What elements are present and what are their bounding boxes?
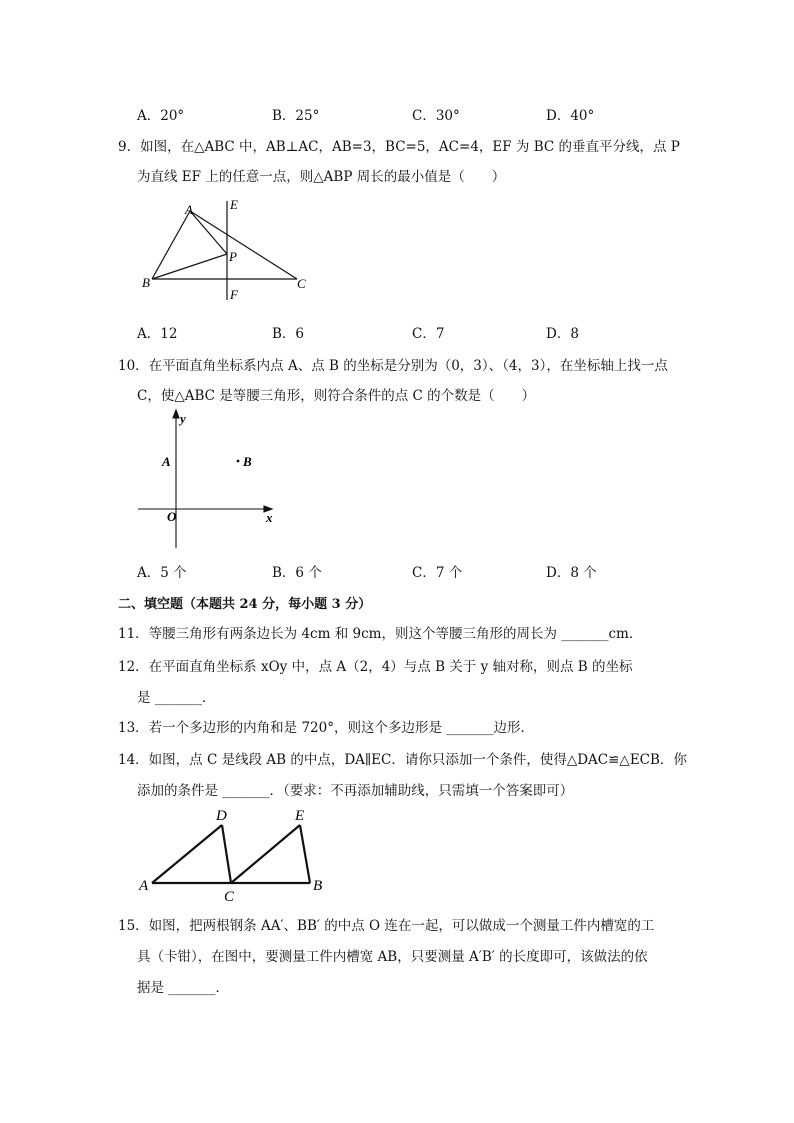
q10-label-a: A	[162, 454, 171, 469]
q14-text-line1: 14．如图，点 C 是线段 AB 的中点，DA∥EC．请你只添加一个条件，使得△DAC≌△ECB．你	[118, 752, 687, 768]
q9-segment-ap	[190, 211, 227, 254]
q9-label-p: P	[229, 249, 237, 264]
q8-option-c[interactable]: C．30°	[412, 108, 460, 124]
q10-option-a[interactable]: A．5 个	[137, 565, 187, 581]
q14-segment-ad	[152, 825, 222, 883]
q9-label-a: A	[185, 202, 193, 217]
q9-figure	[130, 195, 320, 305]
q9-option-c[interactable]: C．7	[412, 326, 445, 342]
q8-option-b[interactable]: B．25°	[272, 108, 320, 124]
q14-label-e: E	[295, 808, 305, 824]
q14-label-d: D	[216, 808, 227, 824]
q9-label-b: B	[142, 275, 150, 290]
q9-text-line2: 为直线 EF 上的任意一点，则△ABP 周长的最小值是（ ）	[137, 169, 506, 185]
q9-option-a[interactable]: A．12	[137, 326, 178, 342]
q14-label-a: A	[139, 878, 149, 894]
q8-option-d[interactable]: D．40°	[546, 108, 595, 124]
q10-y-arrow	[173, 410, 179, 418]
q10-label-x: x	[266, 510, 273, 525]
q15-text-line2: 具（卡钳），在图中，要测量工件内槽宽 AB，只要测量 A′B′ 的长度即可，该做法的依	[137, 949, 648, 965]
q9-option-b[interactable]: B．6	[272, 326, 305, 342]
q10-text-line1: 10．在平面直角坐标系内点 A、点 B 的坐标是分别为（0，3）、（4，3），在坐标轴上找一点	[118, 358, 668, 374]
q9-label-e: E	[230, 197, 238, 212]
q13-text: 13．若一个多边形的内角和是 720°，则这个多边形是 _______边形．	[118, 720, 535, 736]
q12-text-line1: 12．在平面直角坐标系 xOy 中，点 A（2，4）与点 B 关于 y 轴对称，则点 B 的坐标	[118, 659, 633, 675]
q14-segment-ce	[231, 825, 300, 883]
q10-option-d[interactable]: D．8 个	[546, 565, 597, 581]
q9-text-line1: 9．如图，在△ABC 中，AB⊥AC，AB=3，BC=5，AC=4，EF 为 BC 的垂直平分线，点 P	[118, 139, 680, 155]
q10-label-b: B	[243, 454, 252, 469]
q9-label-f: F	[230, 287, 238, 302]
q10-option-b[interactable]: B．6 个	[272, 565, 322, 581]
q10-option-c[interactable]: C．7 个	[412, 565, 463, 581]
q14-segment-eb	[300, 825, 310, 883]
q9-option-d[interactable]: D．8	[546, 326, 579, 342]
q14-segment-dc	[222, 825, 231, 883]
q14-label-c: C	[224, 889, 235, 905]
q14-text-line2: 添加的条件是 _______．（要求：不再添加辅助线，只需填一个答案即可）	[137, 783, 574, 799]
q12-text-line2: 是 _______．	[137, 690, 216, 706]
q14-figure	[130, 800, 340, 910]
q10-label-o: O	[167, 509, 177, 524]
q10-figure	[130, 408, 290, 553]
q14-label-b: B	[313, 878, 323, 894]
q15-text-line1: 15．如图，把两根钢条 AA′、BB′ 的中点 O 连在一起，可以做成一个测量工件内槽宽的工	[118, 918, 655, 934]
q15-text-line3: 据是 _______．	[137, 980, 230, 996]
q9-segment-ac	[190, 211, 297, 279]
q10-label-y: y	[180, 411, 186, 426]
q9-label-c: C	[297, 276, 306, 291]
q8-option-a[interactable]: A．20°	[137, 108, 185, 124]
q11-text: 11．等腰三角形有两条边长为 4cm 和 9cm，则这个等腰三角形的周长为 _______cm．	[118, 626, 643, 642]
q10-point-b	[237, 460, 240, 463]
section2-title: 二、填空题（本题共 24 分，每小题 3 分）	[118, 597, 372, 612]
q10-text-line2: C，使△ABC 是等腰三角形，则符合条件的点 C 的个数是（ ）	[137, 388, 536, 404]
